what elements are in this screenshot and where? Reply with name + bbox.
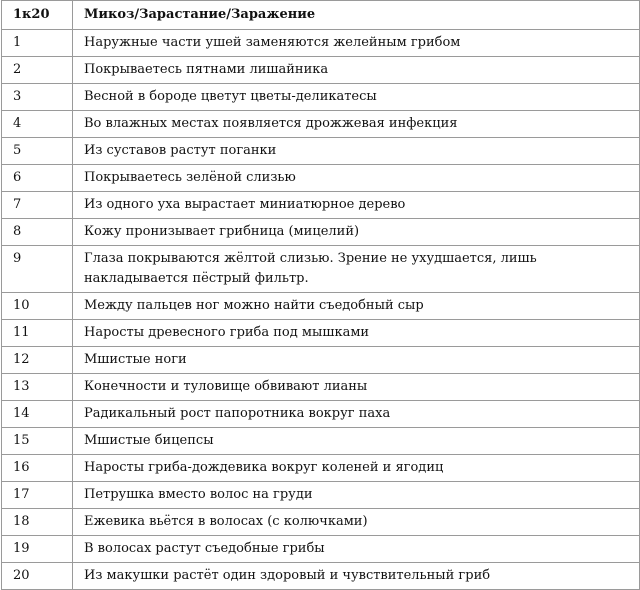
roll-cell: 17 — [2, 482, 73, 509]
effect-cell: Из макушки растёт один здоровый и чувствительный гриб — [73, 563, 640, 590]
table-row — [2, 536, 640, 563]
roll-cell: 20 — [2, 563, 73, 590]
effect-cell: Кожу пронизывает грибница (мицелий) — [73, 219, 640, 246]
roll-cell: 12 — [2, 347, 73, 374]
roll-cell: 6 — [2, 165, 73, 192]
effect-cell: Глаза покрываются жёлтой слизью. Зрение не ухудшается, лишь накладывается пёстрый фильтр. — [73, 246, 640, 293]
roll-cell: 3 — [2, 84, 73, 111]
table-row — [2, 138, 640, 165]
table-row — [2, 401, 640, 428]
roll-cell: 4 — [2, 111, 73, 138]
effect-cell: Ежевика вьётся в волосах (с колючками) — [73, 509, 640, 536]
roll-cell: 18 — [2, 509, 73, 536]
effect-cell: Петрушка вместо волос на груди — [73, 482, 640, 509]
effect-cell: Наружные части ушей заменяются желейным грибом — [73, 30, 640, 57]
table-row — [2, 219, 640, 246]
effect-cell: Весной в бороде цветут цветы-деликатесы — [73, 84, 640, 111]
effect-cell: Из суставов растут поганки — [73, 138, 640, 165]
roll-cell: 16 — [2, 455, 73, 482]
roll-cell: 11 — [2, 320, 73, 347]
effect-cell: Во влажных местах появляется дрожжевая инфекция — [73, 111, 640, 138]
table-row — [2, 320, 640, 347]
header-effect: Микоз/Зарастание/Заражение — [73, 1, 640, 30]
roll-cell: 15 — [2, 428, 73, 455]
table-header-row — [2, 1, 640, 30]
table-row — [2, 347, 640, 374]
table-row — [2, 509, 640, 536]
table-row — [2, 563, 640, 590]
effect-cell: Из одного уха вырастает миниатюрное дерево — [73, 192, 640, 219]
effect-cell: В волосах растут съедобные грибы — [73, 536, 640, 563]
effect-cell: Покрываетесь пятнами лишайника — [73, 57, 640, 84]
mycosis-table — [1, 0, 640, 590]
effect-cell: Мшистые ноги — [73, 347, 640, 374]
roll-cell: 9 — [2, 246, 73, 293]
roll-cell: 2 — [2, 57, 73, 84]
table-row — [2, 428, 640, 455]
effect-cell: Покрываетесь зелёной слизью — [73, 165, 640, 192]
roll-cell: 10 — [2, 293, 73, 320]
table-row — [2, 482, 640, 509]
roll-cell: 13 — [2, 374, 73, 401]
table-row — [2, 30, 640, 57]
table-row — [2, 455, 640, 482]
table-row — [2, 192, 640, 219]
effect-cell: Радикальный рост папоротника вокруг паха — [73, 401, 640, 428]
effect-cell: Наросты гриба-дождевика вокруг коленей и ягодиц — [73, 455, 640, 482]
table-row — [2, 57, 640, 84]
roll-cell: 14 — [2, 401, 73, 428]
table-row — [2, 293, 640, 320]
effect-cell: Конечности и туловище обвивают лианы — [73, 374, 640, 401]
effect-cell: Наросты древесного гриба под мышками — [73, 320, 640, 347]
roll-cell: 8 — [2, 219, 73, 246]
roll-cell: 5 — [2, 138, 73, 165]
table-row — [2, 246, 640, 293]
table-row — [2, 111, 640, 138]
header-roll: 1к20 — [2, 1, 73, 30]
effect-cell: Мшистые бицепсы — [73, 428, 640, 455]
table-row — [2, 84, 640, 111]
roll-cell: 7 — [2, 192, 73, 219]
table-row — [2, 374, 640, 401]
roll-cell: 19 — [2, 536, 73, 563]
roll-cell: 1 — [2, 30, 73, 57]
table-row — [2, 165, 640, 192]
effect-cell: Между пальцев ног можно найти съедобный сыр — [73, 293, 640, 320]
